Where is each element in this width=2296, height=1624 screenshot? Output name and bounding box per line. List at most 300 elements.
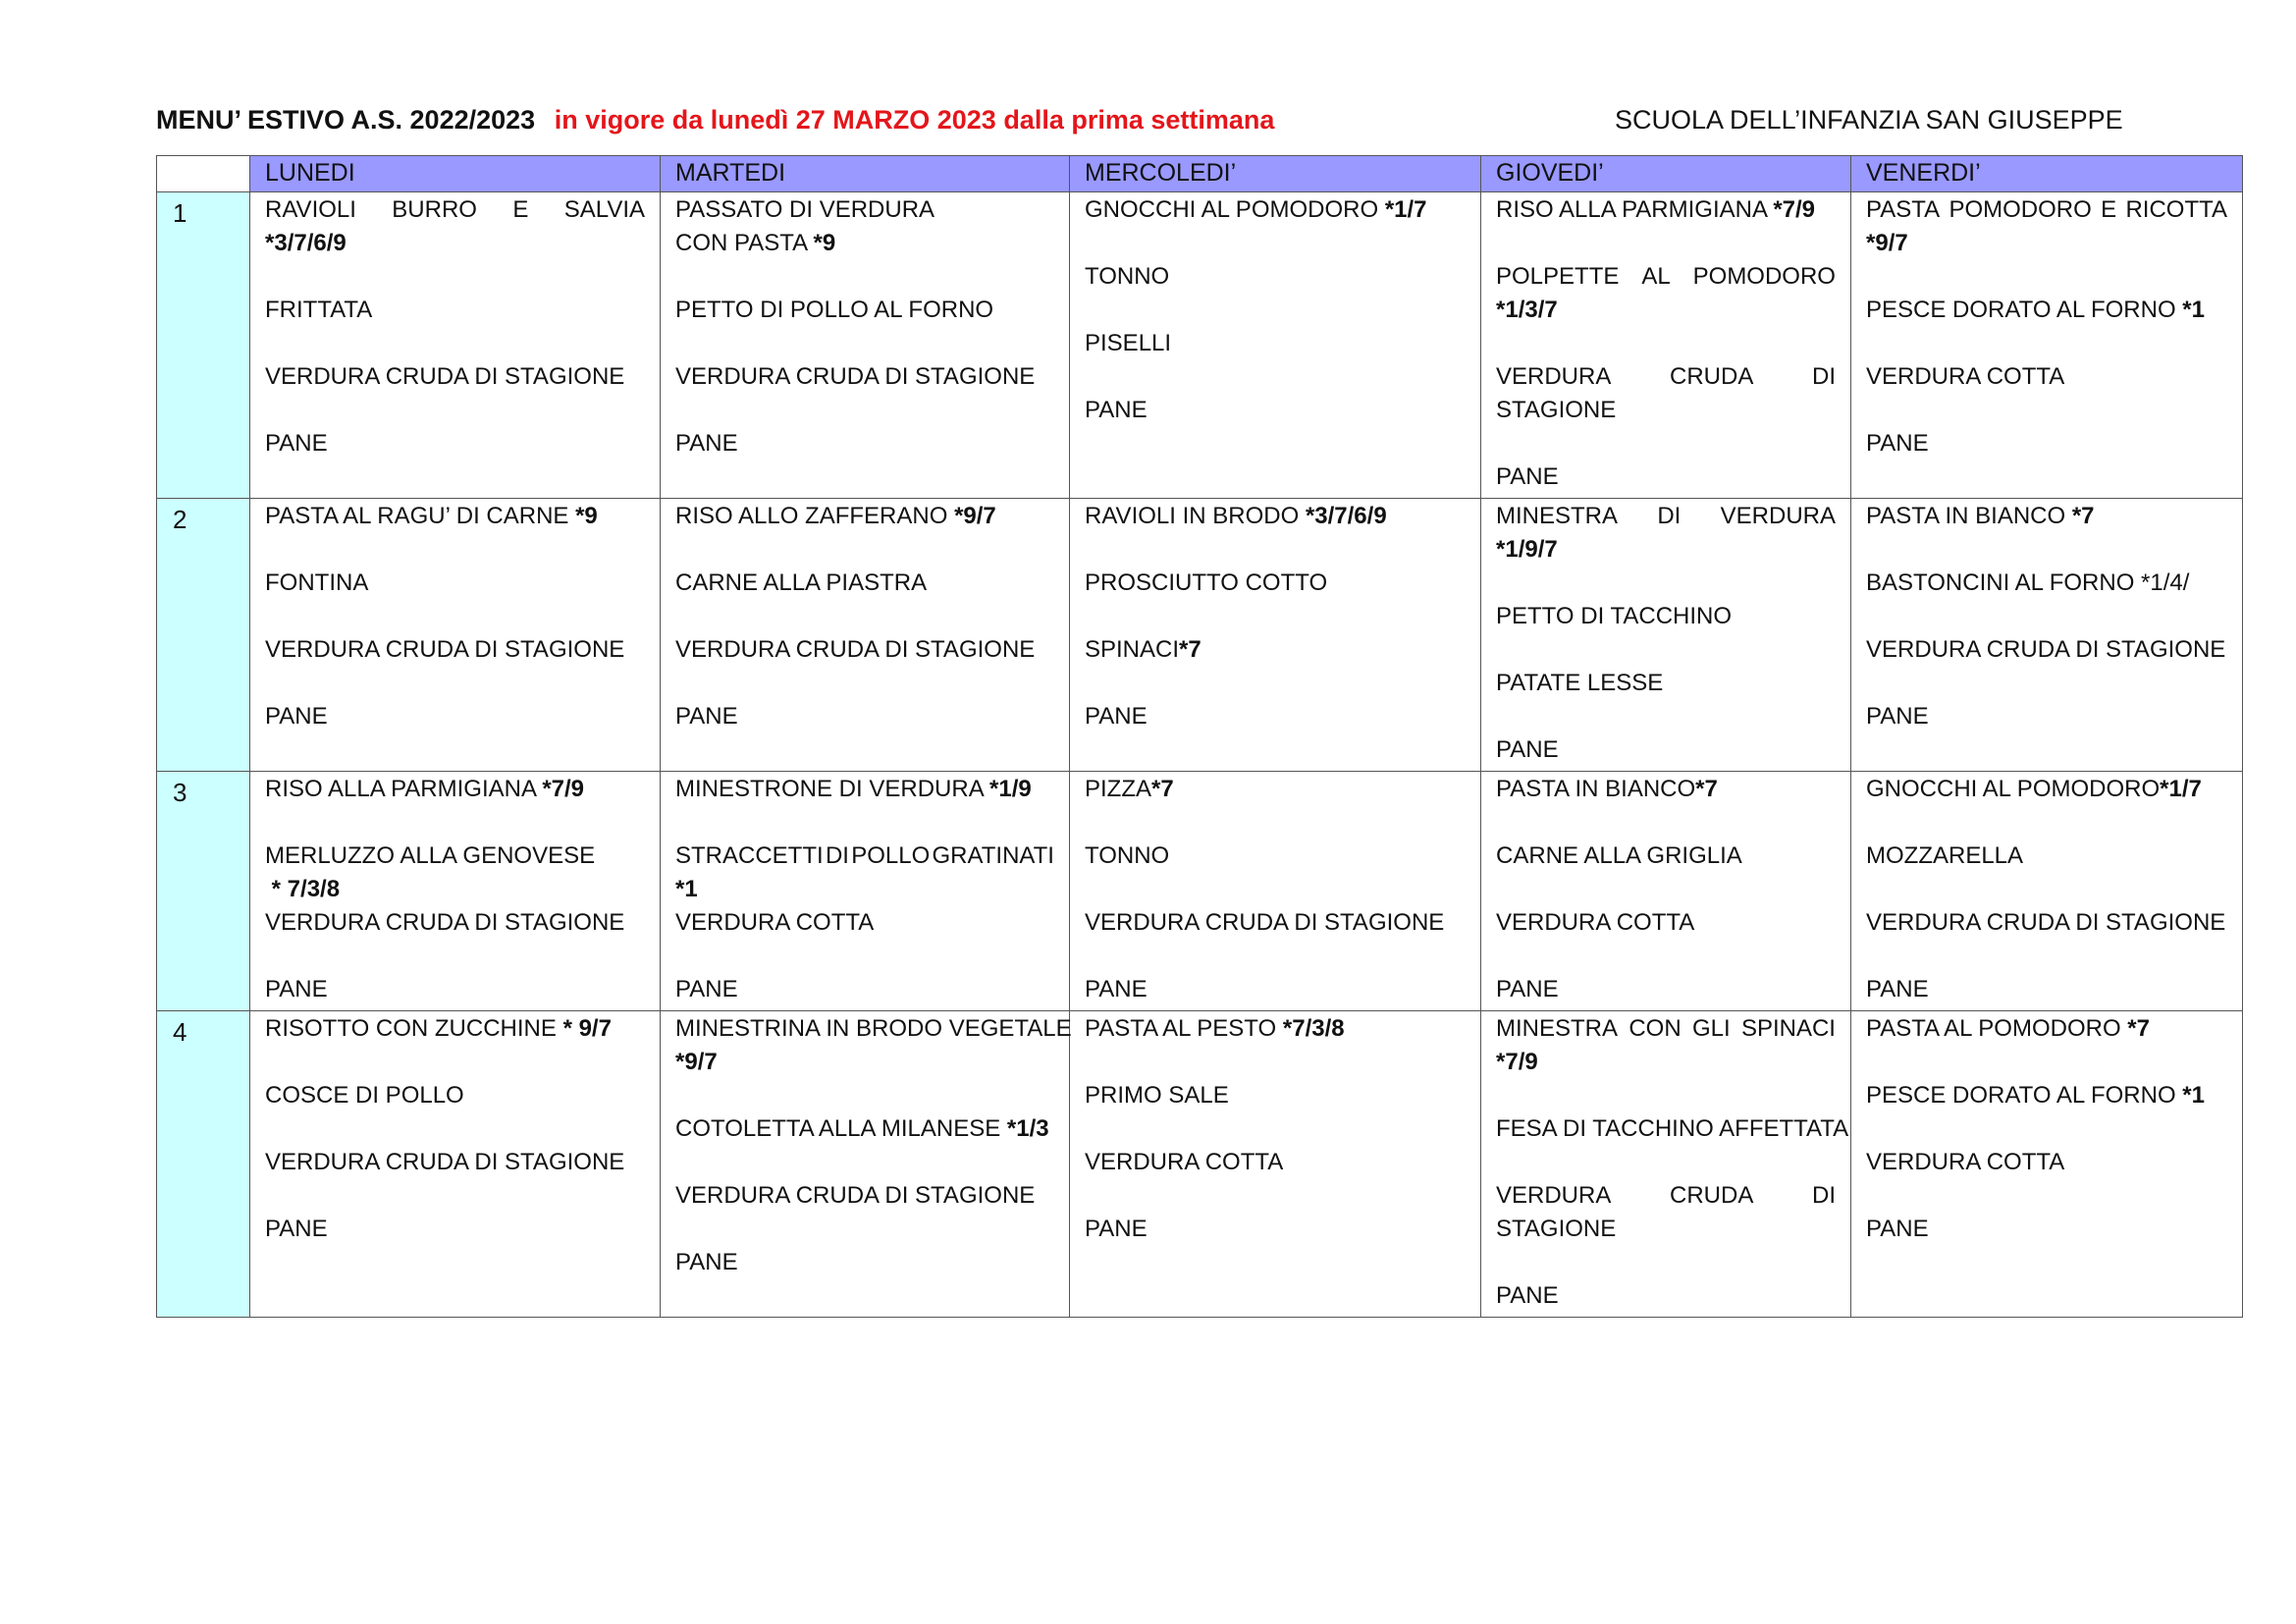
- menu-item-word: VERDURA: [1496, 363, 1612, 390]
- menu-item-text: PANE: [265, 1216, 328, 1242]
- meal-cell-wednesday: [1070, 192, 1481, 499]
- menu-item-text: [265, 876, 272, 902]
- menu-item-text: PANE: [265, 430, 328, 457]
- menu-item-text: PANE: [1496, 736, 1559, 763]
- allergen-code: *1/3: [1006, 1115, 1049, 1142]
- menu-item: [1866, 906, 2227, 940]
- line-gap: [675, 600, 1054, 633]
- menu-item-text: VERDURA CRUDA DI STAGIONE: [675, 363, 1036, 390]
- allergen-code: *1/9: [989, 776, 1032, 802]
- line-gap: [1496, 873, 1836, 906]
- menu-item-text: PASTA AL RAGU’ DI CARNE: [265, 503, 576, 529]
- line-gap: [675, 1213, 1054, 1246]
- validity-notice: in vigore da lunedì 27 MARZO 2023 dalla prima settimana: [554, 105, 1275, 135]
- menu-item-text: VERDURA CRUDA DI STAGIONE: [1866, 636, 2226, 663]
- meal-cell-wednesday: [1070, 772, 1481, 1011]
- menu-item-word: MINESTRA: [1496, 503, 1619, 529]
- menu-item: [1496, 906, 1836, 940]
- menu-item-text: VERDURA CRUDA DI STAGIONE: [265, 636, 625, 663]
- menu-item-text: PASTA AL POMODORO: [1866, 1015, 2128, 1042]
- school-name: SCUOLA DELL’INFANZIA SAN GIUSEPPE: [1615, 105, 2123, 135]
- week-number: 3: [157, 772, 250, 1011]
- menu-item-text: PETTO DI TACCHINO: [1496, 603, 1733, 629]
- menu-item-text: PANE: [1496, 976, 1559, 1002]
- meal-cell-thursday: [1481, 192, 1851, 499]
- menu-item-text: PANE: [675, 976, 738, 1002]
- menu-item: [675, 294, 1054, 327]
- meal-cell-thursday: [1481, 772, 1851, 1011]
- menu-title: MENU’ ESTIVO A.S. 2022/2023: [156, 105, 536, 135]
- menu-item-text: MERLUZZO ALLA GENOVESE: [265, 842, 596, 869]
- menu-item: [265, 839, 645, 873]
- menu-item: [1496, 1112, 1849, 1146]
- line-gap: [1866, 394, 2227, 427]
- menu-item-text: RISOTTO CON ZUCCHINE: [265, 1015, 563, 1042]
- allergen-code: *7: [2071, 503, 2095, 529]
- menu-item: [265, 906, 645, 940]
- menu-item-text: PRIMO SALE: [1085, 1082, 1229, 1109]
- menu-item: [265, 773, 645, 806]
- line-gap: [1496, 327, 1836, 360]
- allergen-code: * 9/7: [562, 1015, 612, 1042]
- menu-item: [675, 633, 1054, 667]
- line-gap: [265, 600, 645, 633]
- menu-item-text: MOZZARELLA: [1866, 842, 2024, 869]
- menu-item-text: FONTINA: [265, 569, 369, 596]
- menu-item: [675, 360, 1054, 394]
- menu-item-text: PANE: [675, 430, 738, 457]
- menu-item: [675, 906, 1054, 940]
- menu-item-text: PANE: [1496, 463, 1559, 490]
- menu-item: [265, 567, 645, 600]
- menu-item-text: GNOCCHI AL POMODORO: [1866, 776, 2161, 802]
- menu-item-text: PANE: [1085, 1216, 1148, 1242]
- menu-item: [1496, 1046, 1836, 1079]
- menu-item-word: SALVIA: [563, 196, 645, 223]
- line-gap: [1866, 1046, 2227, 1079]
- menu-item-text: CARNE ALLA PIASTRA: [675, 569, 928, 596]
- menu-item-word: DI: [1657, 503, 1682, 529]
- menu-item-text: PANE: [1496, 1282, 1559, 1309]
- menu-item: [1496, 973, 1836, 1006]
- menu-item-word: CRUDA: [1670, 363, 1754, 390]
- meal-cell-tuesday: [661, 192, 1070, 499]
- line-gap: [1866, 806, 2227, 839]
- menu-item: [1085, 1012, 1466, 1046]
- allergen-code: *1/7: [1384, 196, 1427, 223]
- allergen-code: *3/7/6/9: [265, 230, 347, 256]
- menu-item-word: SPINACI: [1740, 1015, 1836, 1042]
- allergen-code: *1: [2182, 297, 2205, 323]
- line-gap: [1085, 360, 1466, 394]
- line-gap: [675, 940, 1054, 973]
- menu-item: [1496, 294, 1836, 327]
- menu-item-word: E: [512, 196, 529, 223]
- line-gap: [1085, 873, 1466, 906]
- menu-item-text: VERDURA CRUDA DI STAGIONE: [265, 909, 625, 936]
- menu-item: [1866, 294, 2227, 327]
- menu-item-word: PASTA: [1866, 196, 1941, 223]
- menu-item-word: DI: [1811, 1182, 1836, 1209]
- menu-item: [1866, 633, 2227, 667]
- menu-item: [1496, 500, 1836, 533]
- menu-item-text: VERDURA CRUDA DI STAGIONE: [1866, 909, 2226, 936]
- line-gap: [1085, 294, 1466, 327]
- menu-item: [1496, 460, 1836, 494]
- menu-item-text: GNOCCHI AL POMODORO: [1085, 196, 1385, 223]
- menu-item: [1496, 360, 1836, 394]
- allergen-code: *9: [813, 230, 836, 256]
- menu-item: [1866, 1079, 2227, 1112]
- menu-item-text: STAGIONE: [1496, 1216, 1617, 1242]
- line-gap: [1866, 600, 2227, 633]
- menu-item-text: PANE: [1085, 976, 1148, 1002]
- menu-item: [1866, 1012, 2227, 1046]
- line-gap: [675, 806, 1054, 839]
- week-row: [157, 1011, 2243, 1318]
- menu-item-text: PANE: [265, 703, 328, 730]
- line-gap: [1866, 327, 2227, 360]
- menu-item-word: VERDURA: [1720, 503, 1836, 529]
- menu-item: [265, 193, 645, 227]
- menu-item: [265, 633, 645, 667]
- line-gap: [675, 260, 1054, 294]
- line-gap: [1866, 873, 2227, 906]
- menu-item: [1866, 500, 2227, 533]
- menu-item: [265, 873, 645, 906]
- line-gap: [1866, 1112, 2227, 1146]
- line-gap: [265, 533, 645, 567]
- menu-item: [675, 427, 1054, 460]
- meal-cell-wednesday: [1070, 1011, 1481, 1318]
- allergen-code: *1/7: [2160, 776, 2202, 802]
- line-gap: [675, 667, 1054, 700]
- line-gap: [265, 327, 645, 360]
- menu-item: [1085, 839, 1466, 873]
- allergen-code: *7/3/8: [1282, 1015, 1345, 1042]
- menu-item: [675, 500, 1054, 533]
- menu-item: [1496, 1213, 1836, 1246]
- menu-item: [675, 839, 1054, 873]
- menu-item-text: VERDURA COTTA: [675, 909, 875, 936]
- menu-item: [265, 294, 645, 327]
- menu-item-text: RISO ALLO ZAFFERANO: [675, 503, 955, 529]
- line-gap: [675, 1079, 1054, 1112]
- menu-item-text: PANE: [1866, 976, 1929, 1002]
- menu-item-text: BASTONCINI AL FORNO *1/4/: [1866, 569, 2190, 596]
- menu-item: [1496, 839, 1836, 873]
- menu-item: [265, 227, 645, 260]
- line-gap: [1866, 533, 2227, 567]
- menu-item-word: CRUDA: [1670, 1182, 1754, 1209]
- allergen-code: *7: [2127, 1015, 2150, 1042]
- menu-item-text: PATATE LESSE: [1496, 670, 1664, 696]
- menu-item-word: GRATINATI: [932, 842, 1054, 869]
- meal-cell-monday: [250, 772, 661, 1011]
- menu-item-word: POMODORO: [1949, 196, 2092, 223]
- menu-item-word: RAVIOLI: [265, 196, 356, 223]
- menu-item: [1866, 427, 2227, 460]
- menu-item: [1496, 600, 1836, 633]
- menu-item-text: COSCE DI POLLO: [265, 1082, 464, 1109]
- menu-item: [1496, 1179, 1836, 1213]
- menu-item-text: PANE: [675, 703, 738, 730]
- line-gap: [1866, 667, 2227, 700]
- menu-item-text: VERDURA COTTA: [1085, 1149, 1284, 1175]
- menu-item-text: RISO ALLA PARMIGIANA: [1496, 196, 1774, 223]
- menu-item-text: COTOLETTA ALLA MILANESE: [675, 1115, 1007, 1142]
- menu-item: [675, 193, 1054, 227]
- menu-item: [675, 1112, 1054, 1146]
- menu-item: [1866, 839, 2227, 873]
- day-header-thursday: GIOVEDI’: [1481, 156, 1851, 192]
- allergen-code: *9/7: [675, 1049, 718, 1075]
- week-row: [157, 192, 2243, 499]
- line-gap: [1496, 633, 1836, 667]
- line-gap: [265, 806, 645, 839]
- line-gap: [1496, 806, 1836, 839]
- meal-cell-friday: [1851, 192, 2243, 499]
- menu-item: [1496, 667, 1836, 700]
- menu-item: [1085, 1146, 1466, 1179]
- menu-item-text: PANE: [675, 1249, 738, 1275]
- line-gap: [265, 667, 645, 700]
- menu-item: [265, 1213, 645, 1246]
- menu-item: [675, 873, 1054, 906]
- allergen-code: *9: [575, 503, 598, 529]
- menu-item: [1866, 773, 2227, 806]
- line-gap: [265, 260, 645, 294]
- meal-cell-thursday: [1481, 499, 1851, 772]
- menu-item-text: VERDURA CRUDA DI STAGIONE: [675, 636, 1036, 663]
- menu-item-word: BURRO: [392, 196, 477, 223]
- menu-item-text: PANE: [265, 976, 328, 1002]
- menu-item: [675, 1246, 1054, 1279]
- menu-item-text: PETTO DI POLLO AL FORNO: [675, 297, 994, 323]
- menu-item-word: DI: [1811, 363, 1836, 390]
- menu-item-text: PANE: [1085, 397, 1148, 423]
- menu-item-word: POMODORO: [1692, 263, 1836, 290]
- menu-item-text: PISELLI: [1085, 330, 1172, 356]
- menu-item: [675, 1179, 1054, 1213]
- meal-cell-wednesday: [1070, 499, 1481, 772]
- menu-item-word: GLI: [1691, 1015, 1731, 1042]
- line-gap: [1866, 260, 2227, 294]
- week-row: [157, 772, 2243, 1011]
- menu-item-text: VERDURA CRUDA DI STAGIONE: [675, 1182, 1036, 1209]
- header-corner-cell: [157, 156, 250, 192]
- line-gap: [1496, 1146, 1836, 1179]
- meal-cell-tuesday: [661, 1011, 1070, 1318]
- line-gap: [1496, 940, 1836, 973]
- menu-item-text: SPINACI: [1085, 636, 1180, 663]
- menu-item: [1085, 973, 1466, 1006]
- day-header-wednesday: MERCOLEDI’: [1070, 156, 1481, 192]
- day-header-monday: LUNEDI: [250, 156, 661, 192]
- allergen-code: * 7/3/8: [271, 876, 341, 902]
- allergen-code: *9/7: [954, 503, 996, 529]
- menu-item: [1496, 394, 1836, 427]
- week-row: [157, 499, 2243, 772]
- meal-cell-monday: [250, 499, 661, 772]
- menu-item-text: VERDURA COTTA: [1866, 363, 2065, 390]
- line-gap: [1496, 1079, 1836, 1112]
- menu-item: [1085, 567, 1466, 600]
- line-gap: [1085, 600, 1466, 633]
- menu-item: [1866, 360, 2227, 394]
- week-number: 4: [157, 1011, 250, 1318]
- menu-item: [1085, 1079, 1466, 1112]
- meal-cell-tuesday: [661, 772, 1070, 1011]
- line-gap: [1866, 1179, 2227, 1213]
- menu-item-text: RISO ALLA PARMIGIANA: [265, 776, 543, 802]
- menu-item-word: E: [2101, 196, 2117, 223]
- menu-item: [1866, 973, 2227, 1006]
- line-gap: [1496, 227, 1836, 260]
- menu-item-text: PANE: [1866, 430, 1929, 457]
- meal-cell-friday: [1851, 499, 2243, 772]
- line-gap: [1496, 700, 1836, 733]
- allergen-code: *1/3/7: [1496, 297, 1558, 323]
- menu-item-text: PESCE DORATO AL FORNO: [1866, 1082, 2183, 1109]
- menu-item: [265, 700, 645, 733]
- menu-item-text: TONNO: [1085, 842, 1170, 869]
- line-gap: [1085, 1112, 1466, 1146]
- menu-item: [1085, 1213, 1466, 1246]
- menu-item-text: PASTA AL PESTO: [1085, 1015, 1283, 1042]
- menu-item-text: PASSATO DI VERDURA: [675, 196, 935, 223]
- allergen-code: *1: [2182, 1082, 2205, 1109]
- menu-item: [265, 1012, 645, 1046]
- menu-item: [1866, 227, 2227, 260]
- line-gap: [1085, 1179, 1466, 1213]
- allergen-code: *7: [1151, 776, 1174, 802]
- week-number: 2: [157, 499, 250, 772]
- menu-body: [157, 192, 2243, 1318]
- menu-item: [265, 360, 645, 394]
- menu-item-text: MINESTRINA IN BRODO VEGETALE: [675, 1015, 1072, 1042]
- line-gap: [1085, 533, 1466, 567]
- menu-item: [1085, 394, 1466, 427]
- menu-item-text: PASTA IN BIANCO: [1496, 776, 1696, 802]
- menu-item: [1085, 193, 1466, 227]
- menu-item: [675, 1046, 1054, 1079]
- menu-item: [1085, 700, 1466, 733]
- menu-item-word: STRACCETTI: [675, 842, 824, 869]
- menu-item-text: VERDURA COTTA: [1496, 909, 1695, 936]
- menu-item-text: PROSCIUTTO COTTO: [1085, 569, 1328, 596]
- menu-item: [1496, 733, 1836, 767]
- day-header-tuesday: MARTEDI: [661, 156, 1070, 192]
- allergen-code: *1: [675, 876, 698, 902]
- menu-item: [1866, 1146, 2227, 1179]
- menu-item-word: VERDURA: [1496, 1182, 1612, 1209]
- menu-item-text: FESA DI TACCHINO AFFETTATA: [1496, 1115, 1849, 1142]
- menu-item: [1085, 327, 1466, 360]
- menu-item: [265, 1079, 645, 1112]
- menu-item-word: MINESTRA: [1496, 1015, 1619, 1042]
- menu-item-text: PANE: [1085, 703, 1148, 730]
- document-header: [156, 100, 2149, 139]
- menu-item-word: DI: [825, 842, 849, 869]
- menu-item-text: VERDURA CRUDA DI STAGIONE: [265, 1149, 625, 1175]
- menu-item: [1085, 906, 1466, 940]
- menu-item: [675, 773, 1054, 806]
- line-gap: [1496, 427, 1836, 460]
- line-gap: [265, 1046, 645, 1079]
- day-header-friday: VENERDI’: [1851, 156, 2243, 192]
- menu-item-text: FRITTATA: [265, 297, 373, 323]
- allergen-code: *3/7/6/9: [1305, 503, 1387, 529]
- line-gap: [1085, 227, 1466, 260]
- line-gap: [675, 327, 1054, 360]
- allergen-code: *7: [1695, 776, 1718, 802]
- menu-item: [1866, 700, 2227, 733]
- menu-item-word: CON: [1629, 1015, 1682, 1042]
- meal-cell-friday: [1851, 772, 2243, 1011]
- line-gap: [1496, 1246, 1836, 1279]
- menu-item-word: RICOTTA: [2125, 196, 2227, 223]
- menu-item: [1496, 533, 1836, 567]
- line-gap: [1496, 567, 1836, 600]
- menu-item: [1866, 193, 2227, 227]
- menu-item-text: VERDURA CRUDA DI STAGIONE: [1085, 909, 1445, 936]
- menu-item-word: AL: [1641, 263, 1671, 290]
- line-gap: [1085, 1046, 1466, 1079]
- menu-item: [1866, 567, 2227, 600]
- allergen-code: *7/9: [542, 776, 585, 802]
- allergen-code: *7: [1179, 636, 1201, 663]
- line-gap: [675, 394, 1054, 427]
- menu-item: [675, 973, 1054, 1006]
- line-gap: [1085, 940, 1466, 973]
- line-gap: [1085, 667, 1466, 700]
- line-gap: [1085, 806, 1466, 839]
- menu-item: [1496, 1279, 1836, 1313]
- menu-item-text: STAGIONE: [1496, 397, 1617, 423]
- menu-item-text: VERDURA CRUDA DI STAGIONE: [265, 363, 625, 390]
- menu-item-text: CON PASTA: [675, 230, 814, 256]
- menu-item: [1085, 260, 1466, 294]
- meal-cell-tuesday: [661, 499, 1070, 772]
- meal-cell-thursday: [1481, 1011, 1851, 1318]
- line-gap: [265, 394, 645, 427]
- menu-item-word: POLLO: [851, 842, 931, 869]
- menu-item: [1085, 500, 1466, 533]
- menu-item: [265, 427, 645, 460]
- menu-item-text: PESCE DORATO AL FORNO: [1866, 297, 2183, 323]
- meal-cell-friday: [1851, 1011, 2243, 1318]
- menu-item: [675, 1012, 1072, 1046]
- line-gap: [675, 1146, 1054, 1179]
- menu-item: [1085, 633, 1466, 667]
- menu-item-text: PANE: [1866, 703, 1929, 730]
- meal-cell-monday: [250, 1011, 661, 1318]
- day-header-row: [157, 156, 2243, 192]
- allergen-code: *1/9/7: [1496, 536, 1558, 563]
- allergen-code: *7/9: [1496, 1049, 1538, 1075]
- menu-item: [675, 567, 1054, 600]
- menu-item-text: VERDURA COTTA: [1866, 1149, 2065, 1175]
- line-gap: [1866, 940, 2227, 973]
- menu-item: [1496, 260, 1836, 294]
- line-gap: [675, 533, 1054, 567]
- menu-item-text: TONNO: [1085, 263, 1170, 290]
- allergen-code: *7/9: [1773, 196, 1816, 223]
- menu-item: [265, 500, 645, 533]
- meal-cell-monday: [250, 192, 661, 499]
- menu-item: [265, 973, 645, 1006]
